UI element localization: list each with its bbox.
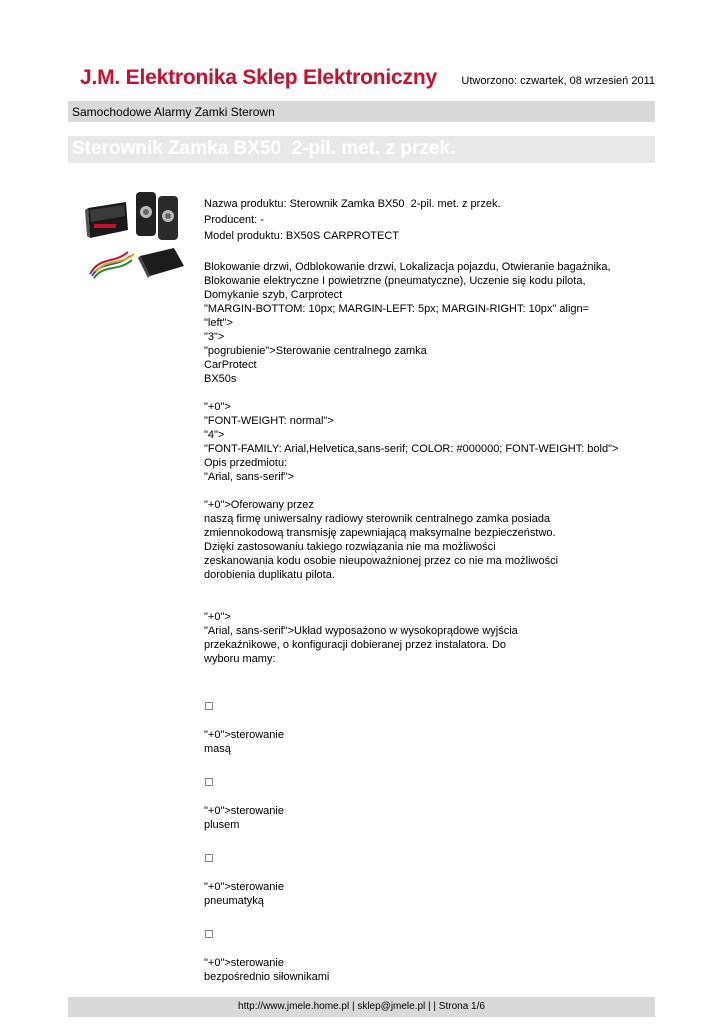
option-item: [204, 776, 644, 832]
description-line: Domykanie szyb, Carprotect: [204, 289, 343, 301]
description-line: BX50s: [204, 373, 237, 385]
description-line: "FONT-FAMILY: Arial,Helvetica,sans-serif; COLOR: #000000; FONT-WEIGHT: bold">: [204, 443, 619, 455]
bullet-box-icon: [205, 930, 213, 938]
description-line: Blokowanie drzwi, Odblokowanie drzwi, Lokalizacja pojazdu, Otwieranie bagażnika,: [204, 261, 611, 273]
option-line: "+0">sterowanie: [204, 805, 284, 817]
option-label: pneumatyką: [204, 895, 264, 907]
option-item: [204, 700, 644, 756]
description-line: przekaźnikowe, o konfiguracji dobieranej przez instalatora. Do: [204, 639, 507, 651]
description-line: [204, 582, 644, 596]
description-line: "MARGIN-BOTTOM: 10px; MARGIN-LEFT: 5px; MARGIN-RIGHT: 10px" align=: [204, 303, 590, 315]
product-title: Sterownik Zamka BX50 2-pil. met. z przek.: [72, 138, 456, 159]
page-header: [80, 66, 655, 98]
options-list: [204, 700, 644, 984]
description-line: CarProtect: [204, 359, 257, 371]
bullet-box-icon: [205, 854, 213, 862]
wires-graphic: [90, 252, 134, 278]
option-label: bezpośrednio siłownikami: [204, 971, 330, 983]
description-line: zmiennokodową transmisję zapewniającą maksymalne bezpieczeństwo.: [204, 527, 556, 539]
description-line: "+0">Oferowany przez: [204, 499, 314, 511]
description-line: "Arial, sans-serif">: [204, 471, 295, 483]
description-line: "FONT-WEIGHT: normal">: [204, 415, 334, 427]
description-line: zeskanowania kodu osobie nieupoważnionej przez co nie ma możliwości: [204, 555, 559, 567]
category-label: Samochodowe Alarmy Zamki Sterown: [72, 105, 275, 119]
description-line: "+0">: [204, 611, 231, 623]
description-line: "left">: [204, 317, 233, 329]
footer-text: http://www.jmele.home.pl | sklep@jmele.pl | | Strona 1/6: [238, 1001, 485, 1012]
option-line: "+0">sterowanie: [204, 957, 284, 969]
description-line: Dzięki zastosowaniu takiego rozwiązania nie ma możliwości: [204, 541, 496, 553]
product-details: [204, 196, 644, 984]
description-line: "+0">: [204, 401, 231, 413]
description-line: "4">: [204, 429, 225, 441]
site-title: J.M. Elektronika Sklep Elektroniczny: [80, 66, 437, 89]
option-line: "+0">sterowanie: [204, 881, 284, 893]
model-line: Model produktu: BX50S CARPROTECT: [204, 230, 400, 242]
description-text: [204, 260, 644, 666]
option-item: [204, 928, 644, 984]
description-line: naszą firmę uniwersalny radiowy sterownik centralnego zamka posiada: [204, 513, 551, 525]
option-label: plusem: [204, 819, 240, 831]
description-line: Blokowanie elektryczne I powietrzne (pneumatyczne), Uczenie się kodu pilota,: [204, 275, 586, 287]
description-line: dorobienia duplikatu pilota.: [204, 569, 335, 581]
description-line: Opis przedmiotu:: [204, 457, 288, 469]
remote-1-graphic: [136, 192, 156, 236]
description-line: [204, 386, 644, 400]
remote-2-graphic: [158, 196, 178, 240]
option-item: [204, 852, 644, 908]
category-bar: [68, 101, 655, 122]
description-line: "pogrubienie">Sterowanie centralnego zamka: [204, 345, 427, 357]
description-line: "Arial, sans-serif">Układ wyposażono w wysokoprądowe wyjścia: [204, 625, 518, 637]
product-box-graphic: [85, 202, 128, 238]
created-date: Utworzono: czwartek, 08 wrzesień 2011: [461, 75, 655, 87]
product-image: [84, 186, 188, 282]
bullet-box-icon: [205, 778, 213, 786]
footer-bar: [68, 997, 655, 1017]
product-title-bar: [68, 136, 655, 163]
description-line: [204, 596, 644, 610]
bullet-box-icon: [205, 702, 213, 710]
description-line: [204, 484, 644, 498]
option-label: masą: [204, 743, 231, 755]
description-line: wyboru mamy:: [204, 653, 276, 665]
producer-line: Producent: -: [204, 214, 264, 226]
description-line: "3">: [204, 331, 225, 343]
product-name-line: Nazwa produktu: Sterownik Zamka BX50 2-pil. met. z przek.: [204, 198, 501, 210]
control-unit-graphic: [138, 248, 184, 278]
option-line: "+0">sterowanie: [204, 729, 284, 741]
